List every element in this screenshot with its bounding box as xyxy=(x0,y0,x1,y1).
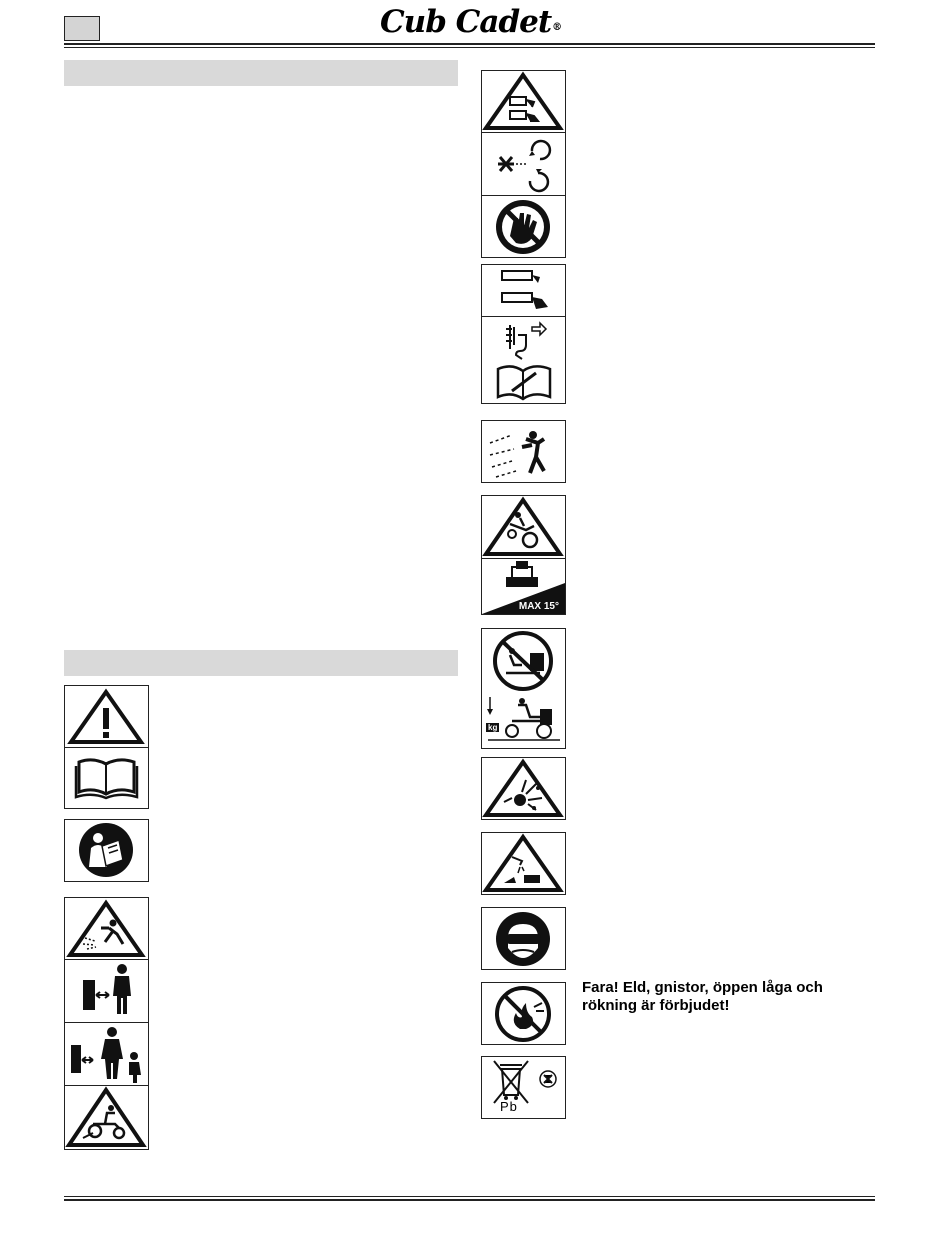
thrown-objects-warning-icon xyxy=(65,898,148,959)
warning-triangle-icon xyxy=(65,686,148,747)
corrosive-warning-icon xyxy=(481,832,566,895)
recycling-disposal-icon: Pb xyxy=(481,1056,566,1119)
symbol-group-bystanders xyxy=(64,897,149,1150)
weight-icon: kg xyxy=(482,691,565,748)
symbol-group-blades xyxy=(481,70,566,258)
cub-cadet-logo: Cub Cadet® xyxy=(380,4,562,40)
no-riders-circle-icon xyxy=(482,629,565,691)
remove-key-maintenance-icon xyxy=(482,317,565,403)
symbol-group-maintenance xyxy=(481,264,566,404)
runover-warning-icon xyxy=(65,1086,148,1149)
fire-warning-text: Fara! Eld, gnistor, öppen låga och rökning är förbjudet! xyxy=(582,979,823,1014)
symbol-group-manual xyxy=(64,685,149,809)
rollover-warning-icon xyxy=(481,495,566,615)
footer-rule xyxy=(64,1199,875,1201)
explosion-warning-icon xyxy=(481,757,566,820)
page-number-box xyxy=(64,16,100,41)
no-fire-icon xyxy=(481,982,566,1045)
thrown-debris-icon xyxy=(481,420,566,483)
keep-bystanders-distance-icon xyxy=(65,960,148,1022)
no-hands-icon xyxy=(482,196,565,257)
slope-icon: MAX 15° xyxy=(482,559,565,614)
read-manual-icon xyxy=(64,819,149,882)
section-2-heading xyxy=(64,650,458,676)
rotating-blades-icon xyxy=(482,133,565,195)
header-rule xyxy=(64,43,875,45)
instruction-manual-icon xyxy=(65,748,148,808)
wear-goggles-icon xyxy=(481,907,566,970)
section-1-heading xyxy=(64,60,458,86)
tipping-triangle-icon xyxy=(482,496,565,558)
cutting-hazard-icon xyxy=(482,265,565,316)
footer-rule-thin xyxy=(64,1196,875,1197)
no-passengers-icon xyxy=(481,628,566,749)
header-rule-thin xyxy=(64,47,875,48)
hand-crush-warning-icon xyxy=(482,71,565,132)
keep-children-distance-icon xyxy=(65,1023,148,1085)
